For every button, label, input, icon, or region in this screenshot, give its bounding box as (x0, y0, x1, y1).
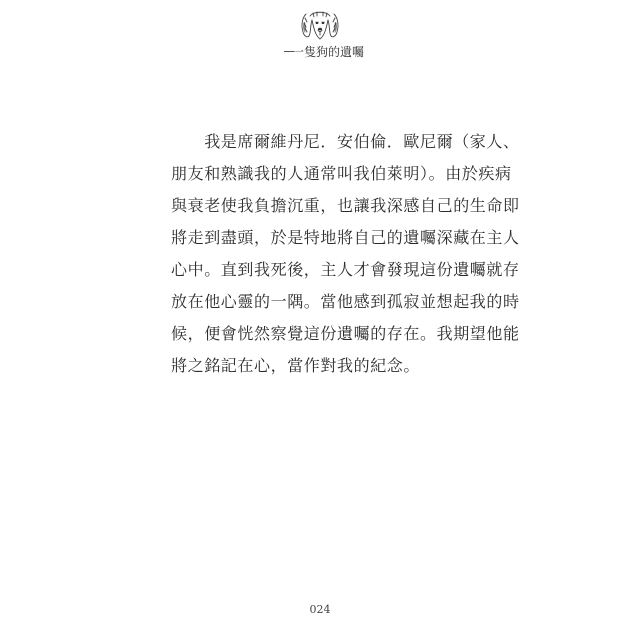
body-line: 將走到盡頭，於是特地將自己的遺囑深藏在主人 (171, 228, 520, 247)
dog-illustration-icon (296, 8, 344, 46)
body-line: 心中。直到我死後，主人才會發現這份遺囑就存 (171, 260, 520, 279)
body-paragraph (171, 126, 520, 382)
body-line: 朋友和熟識我的人通常叫我伯萊明）。由於疾病 (171, 164, 512, 183)
body-line: 與衰老使我負擔沉重，也讓我深感自己的生命即 (171, 196, 520, 215)
body-line: 放在他心靈的一隅。當他感到孤寂並想起我的時 (171, 292, 520, 311)
body-line: 候，便會恍然察覺這份遺囑的存在。我期望他能 (171, 324, 520, 343)
body-line: 將之銘記在心，當作對我的紀念。 (171, 356, 421, 375)
running-header (0, 6, 640, 66)
body-line: 我是席爾維丹尼．安伯倫．歐尼爾（家人、 (171, 132, 520, 151)
page-number: 024 (309, 603, 331, 616)
header-title: 一隻狗的遺囑 (292, 45, 365, 59)
